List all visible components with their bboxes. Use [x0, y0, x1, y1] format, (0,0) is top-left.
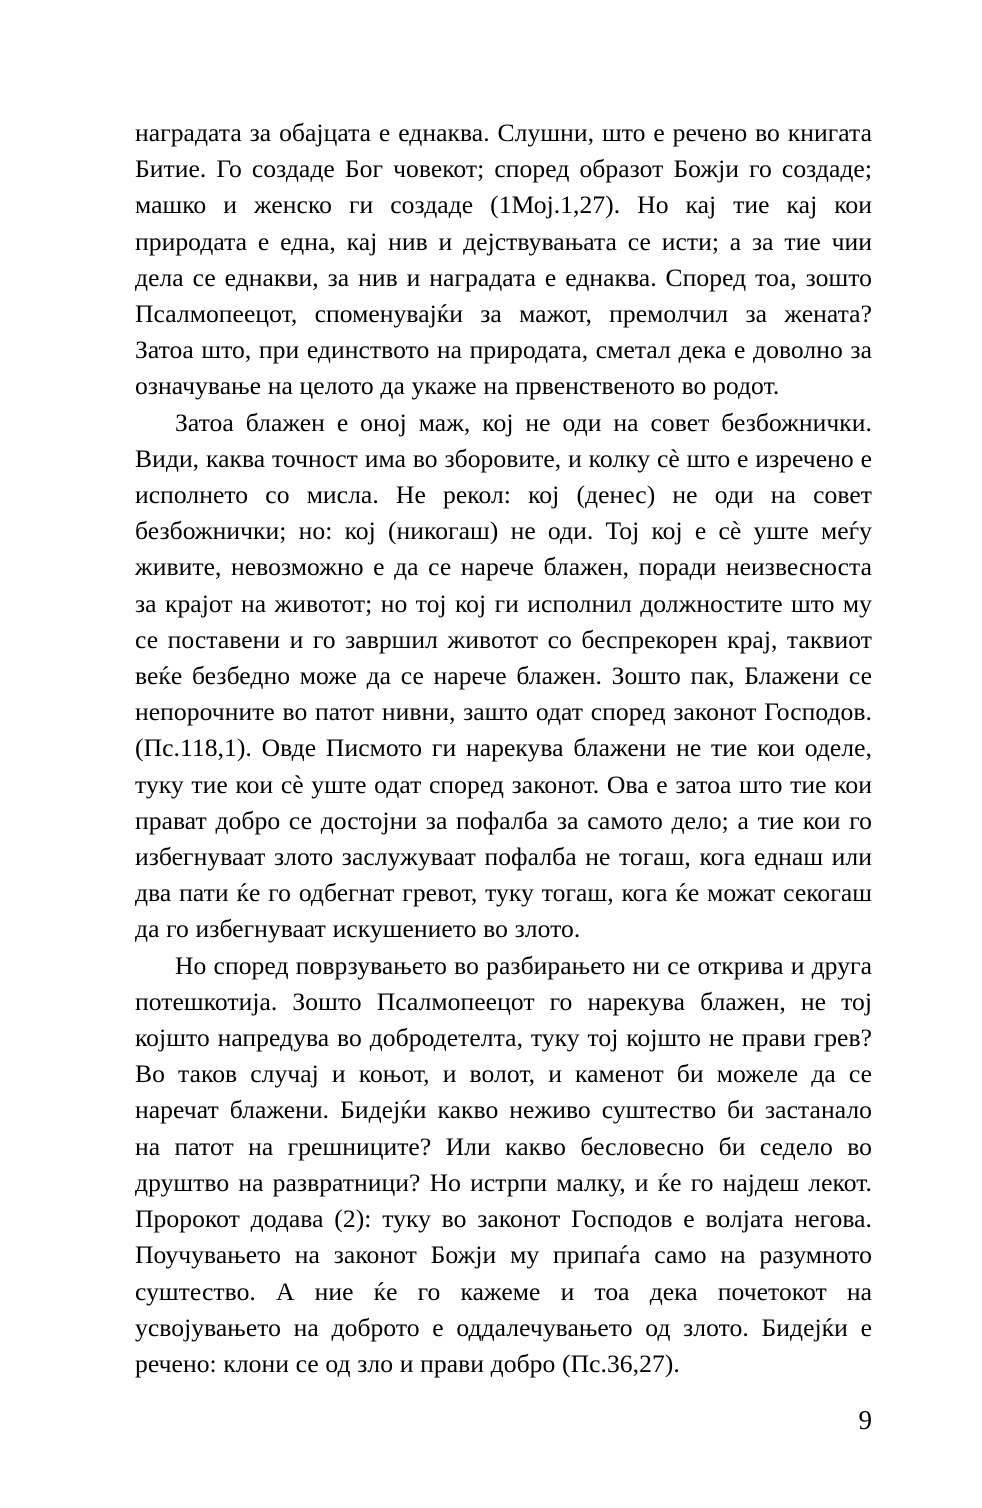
paragraph-blessed-man: Затоа блажен е оној маж, кој не оди на совет безбожнички. Види, каква точност има во зборовите, и колку сѐ што е изречено е исполнето со мисла. Не рекол: кој (денес) не оди на совет безбожнички; но: кој (никогаш) не оди. Тој кој е сѐ уште меѓу живите, невозможно е да се нарече блажен, поради неизвесноста за крајот на животот; но тој кој ги исполнил должностите што му се поставени и го завршил животот со беспрекорен крај, таквиот веќе безбедно може да се нарече блажен. Зошто пак, Блажени се непорочните во патот нивни, зашто одат според законот Господов. (Пс.118,1). Овде Писмото ги нарекува блажени не тие кои оделе, туку тие кои сѐ уште одат според законот. Ова е затоа што тие кои прават добро се достојни за пофалба за самото дело; а тие кои го избегнуваат злото заслужуваат пофалба не тогаш, кога еднаш или два пати ќе го одбегнат гревот, туку тогаш, кога ќе можат секогаш да го избегнуваат искушението во злото.: [135, 407, 872, 944]
paragraph-continuation: наградата за обајцата е еднаква. Слушни, што е речено во книгата Битие. Го создаде Бог човекот; според образот Божји го создаде; машко и женско ги создаде (1Мој.1,27). Но кај тие кај кои природата е една, кај нив и дејствувањата се исти; а за тие чии дела се еднакви, за нив и наградата е еднаква. Според тоа, зошто Псалмопеецот, споменувајќи за мажот, премолчил за жената? Затоа што, при единството на природата, сметал дека е доволно за означување на целото да укаже на првенственото во родот.: [135, 118, 872, 401]
body-text-block: [135, 115, 872, 1382]
page-number: 9: [858, 1405, 872, 1435]
paragraph-difficulty: Но според поврзувањето во разбирањето ни се открива и друга потешкотија. Зошто Псалмопеецот го нарекува блажен, не тој којшто напредува во добродетелта, туку тој којшто не прави грев? Во таков случај и коњот, и волот, и каменот би можеле да се наречат блажени. Бидејќи какво неживо суштество би застанало на патот на грешниците? Или какво бесловесно би седело во друштво на развратници? Но истрпи малку, и ќе го најдеш лекот. Пророкот додава (2): туку во законот Господов е волјата негова. Поучувањето на законот Божји му припаѓа само на разумното суштество. А ние ќе го кажеме и тоа дека почетокот на усвојувањето на доброто е оддалечувањето од злото. Бидејќи е речено: клони се од зло и прави добро (Пс.36,27).: [135, 950, 872, 1378]
